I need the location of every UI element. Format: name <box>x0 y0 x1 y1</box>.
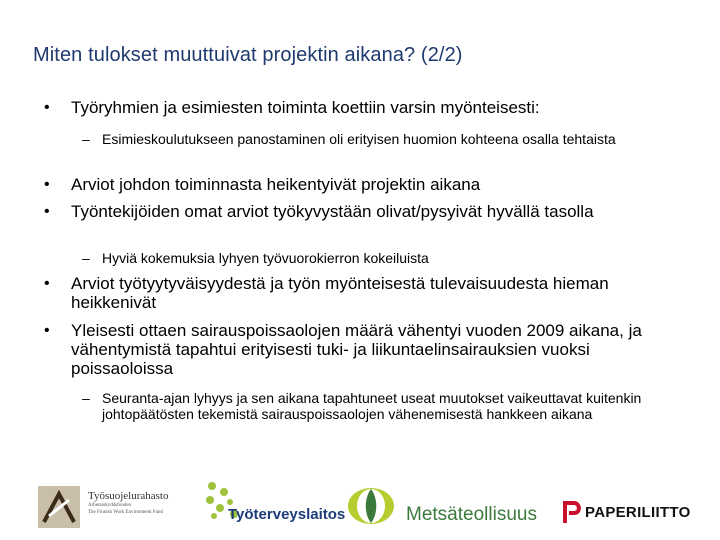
sub-bullet-item: – Esimieskoulutukseen panostaminen oli erityisen huomion kohteena osalla tehtaista <box>102 131 682 147</box>
tsr-sub2: The Finnish Work Environment Fund <box>88 510 164 515</box>
tsr-logo-text <box>88 490 180 516</box>
partner-logos <box>0 476 720 540</box>
sub-bullet-item: – Hyviä kokemuksia lyhyen työvuorokierron kokeiluista <box>102 250 682 266</box>
tsr-emblem-icon <box>38 486 80 528</box>
tsr-name: Työsuojelurahasto <box>88 490 169 502</box>
sub-bullet-item: – Seuranta-ajan lyhyys ja sen aikana tapahtuneet useat muutokset vaikeuttavat kuitenkin johtopäätösten tekemistä sairauspoissaolojen vähenemisestä hankkeen aikana <box>102 390 682 422</box>
ttl-name: Työterveyslaitos <box>228 506 346 523</box>
bullet-item: • Työntekijöiden omat arviot työkyvystään olivat/pysyivät hyvällä tasolla <box>71 202 671 221</box>
bullet-item: • Arviot työtyytyväisyydestä ja työn myönteisestä tulevaisuudesta hieman heikkenivät <box>71 274 671 312</box>
bullet-item: • Arviot johdon toiminnasta heikentyivät projektin aikana <box>71 175 671 194</box>
bullet-item: • Työryhmien ja esimiesten toiminta koettiin varsin myönteisesti: <box>71 98 671 117</box>
mt-leaf-icon <box>346 486 396 531</box>
slide-title: Miten tulokset muuttuivat projektin aikana? (2/2) <box>33 44 463 66</box>
tsr-sub1: Arbetarskyddsfonden <box>88 503 132 508</box>
pl-p-icon <box>563 501 583 528</box>
pl-name: PAPERILIITTO <box>585 504 691 521</box>
mt-name: Metsäteollisuus <box>406 504 537 525</box>
bullet-item: • Yleisesti ottaen sairauspoissaolojen määrä vähentyi vuoden 2009 aikana, ja vähentymistä tapahtui erityisesti tuki- ja liikuntaelinsairauksien vuoksi poissaoloissa <box>71 321 671 378</box>
